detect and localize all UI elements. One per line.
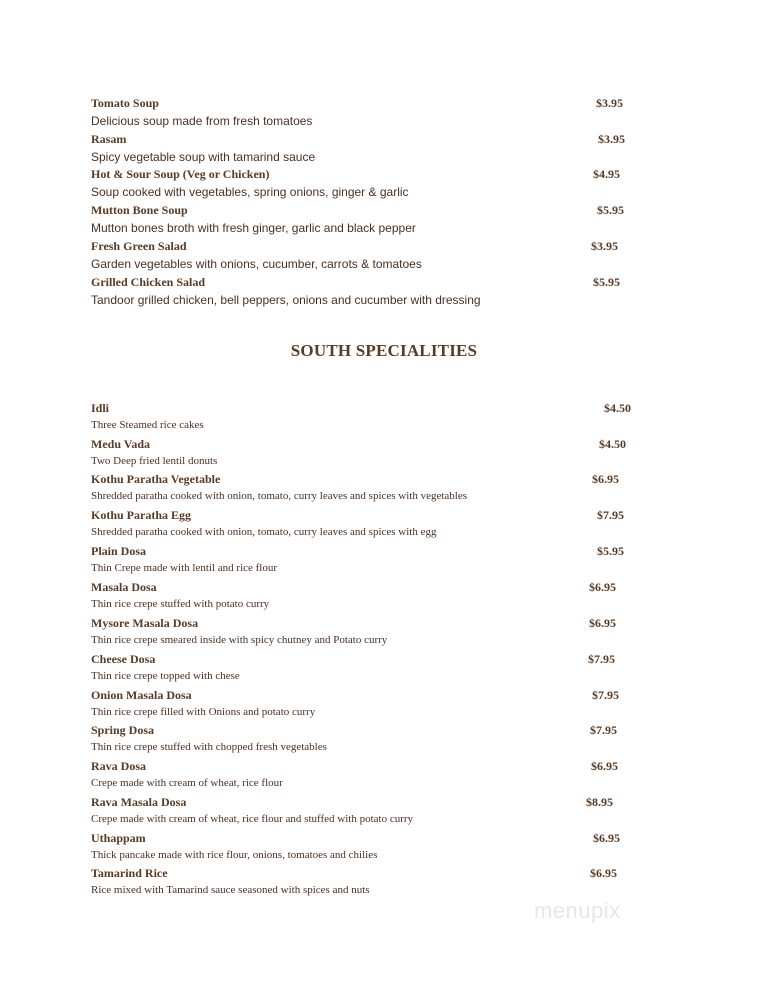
item-name: Rasam (91, 132, 127, 146)
item-description: Soup cooked with vegetables, spring onions, ginger & garlic (91, 185, 409, 199)
item-price: $4.50 (604, 401, 631, 415)
item-description: Garden vegetables with onions, cucumber, carrots & tomatoes (91, 257, 422, 271)
item-name: Cheese Dosa (91, 652, 156, 666)
item-price: $5.95 (593, 275, 620, 289)
item-price: $7.95 (597, 508, 624, 522)
item-price: $6.95 (590, 866, 617, 880)
item-price: $7.95 (592, 688, 619, 702)
item-name: Plain Dosa (91, 544, 147, 558)
item-name: Kothu Paratha Egg (91, 508, 192, 522)
item-description: Shredded paratha cooked with onion, tomato, curry leaves and spices with vegetables (91, 490, 468, 502)
item-description: Thin Crepe made with lentil and rice flour (91, 562, 278, 574)
item-name: Idli (91, 401, 110, 415)
item-description: Rice mixed with Tamarind sauce seasoned with spices and nuts (91, 884, 370, 896)
item-description: Tandoor grilled chicken, bell peppers, onions and cucumber with dressing (91, 293, 481, 307)
item-description: Crepe made with cream of wheat, rice flour (91, 777, 283, 789)
item-price: $6.95 (592, 472, 619, 486)
section-title: SOUTH SPECIALITIES (290, 341, 478, 360)
item-name: Grilled Chicken Salad (91, 275, 206, 289)
item-name: Rava Masala Dosa (91, 795, 187, 809)
item-name: Mysore Masala Dosa (91, 616, 199, 630)
item-price: $6.95 (589, 580, 616, 594)
item-description: Crepe made with cream of wheat, rice flour and stuffed with potato curry (91, 813, 414, 825)
item-description: Thick pancake made with rice flour, onions, tomatoes and chilies (91, 849, 378, 861)
item-name: Masala Dosa (91, 580, 157, 594)
item-description: Mutton bones broth with fresh ginger, garlic and black pepper (91, 221, 416, 235)
item-name: Rava Dosa (91, 759, 147, 773)
item-name: Hot & Sour Soup (Veg or Chicken) (91, 167, 270, 181)
item-price: $6.95 (593, 831, 620, 845)
item-description: Thin rice crepe smeared inside with spicy chutney and Potato curry (91, 634, 388, 646)
item-description: Thin rice crepe filled with Onions and potato curry (91, 706, 316, 718)
item-description: Delicious soup made from fresh tomatoes (91, 114, 313, 128)
item-name: Fresh Green Salad (91, 239, 187, 253)
item-description: Shredded paratha cooked with onion, tomato, curry leaves and spices with egg (91, 526, 437, 538)
item-name: Spring Dosa (91, 723, 155, 737)
item-price: $3.95 (596, 96, 623, 110)
item-description: Two Deep fried lentil donuts (91, 455, 218, 467)
item-price: $6.95 (591, 759, 618, 773)
item-description: Thin rice crepe topped with chese (91, 670, 240, 682)
item-name: Tomato Soup (91, 96, 159, 110)
item-price: $8.95 (586, 795, 613, 809)
item-description: Spicy vegetable soup with tamarind sauce (91, 150, 316, 164)
item-price: $6.95 (589, 616, 616, 630)
item-name: Tamarind Rice (91, 866, 168, 880)
item-name: Uthappam (91, 831, 146, 845)
item-price: $5.95 (597, 544, 624, 558)
item-price: $4.50 (599, 437, 626, 451)
item-description: Thin rice crepe stuffed with potato curry (91, 598, 270, 610)
item-price: $3.95 (598, 132, 625, 146)
item-price: $7.95 (590, 723, 617, 737)
item-price: $7.95 (588, 652, 615, 666)
item-price: $4.95 (593, 167, 620, 181)
item-name: Kothu Paratha Vegetable (91, 472, 221, 486)
item-name: Onion Masala Dosa (91, 688, 192, 702)
item-description: Thin rice crepe stuffed with chopped fresh vegetables (91, 741, 327, 753)
item-name: Mutton Bone Soup (91, 203, 188, 217)
item-price: $3.95 (591, 239, 618, 253)
item-name: Medu Vada (91, 437, 151, 451)
item-price: $5.95 (597, 203, 624, 217)
item-description: Three Steamed rice cakes (91, 419, 204, 431)
watermark: menupix (534, 898, 621, 923)
